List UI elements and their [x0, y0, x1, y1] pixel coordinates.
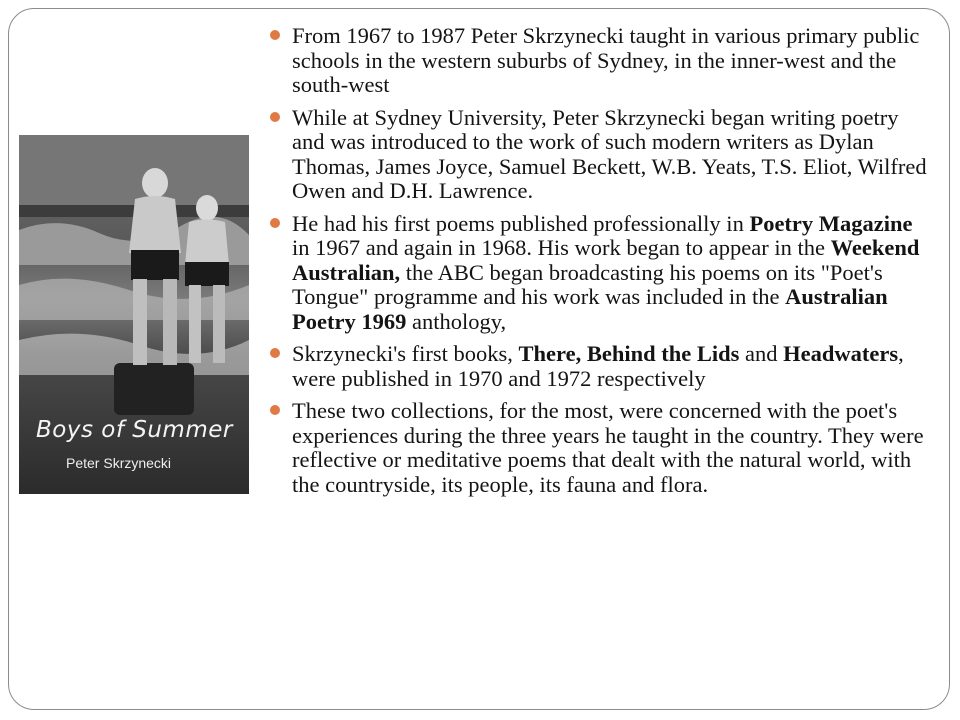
bold-title: Headwaters: [783, 341, 899, 366]
bullet-item: [270, 342, 934, 391]
bullet-marker: [270, 112, 280, 122]
text-run: anthology,: [406, 308, 507, 334]
bullet-marker: [270, 218, 280, 228]
bullet-item: [270, 399, 934, 497]
text-run: He had his first poems published professionally in: [292, 210, 750, 236]
bullet-text: [292, 105, 927, 204]
cover-title: Boys of Summer: [36, 417, 233, 443]
book-cover-image: [19, 135, 249, 494]
text-run: , were published in 1970 and 1972 respectively: [292, 341, 904, 391]
text-run: in 1967 and again in 1968. His work began to appear in the: [292, 235, 831, 260]
text-run: Skrzynecki's first books,: [292, 341, 519, 366]
text-run: and: [739, 341, 784, 366]
text-run: From 1967 to 1987 Peter Skrzynecki taught in various primary public schools in the western suburbs of Sydney, in the inner-west and the south-west: [292, 23, 920, 97]
text-run: These two collections, for the most, were concerned with the poet's experiences during the three years he taught in the country. They were reflective or meditative poems that dealt with the natural world, with the countryside, its people, its fauna and flora.: [292, 398, 924, 497]
bullet-text: [292, 341, 904, 391]
text-run: While at Sydney University, Peter Skrzynecki began writing poetry and was introduced to the work of such modern writers as Dylan Thomas, James Joyce, Samuel Beckett, W.B. Yeats, T.S. Eliot, Wilfred Owen and D.H. Lawrence.: [292, 104, 927, 203]
bold-title: Australian Poetry 1969: [292, 284, 888, 334]
bullet-item: [270, 24, 934, 98]
bullet-marker: [270, 405, 280, 415]
bold-title: Poetry Magazine: [749, 210, 913, 236]
bullet-item: [270, 106, 934, 204]
bullet-text: [292, 211, 919, 334]
bullet-marker: [270, 348, 280, 358]
bold-title: There, Behind the Lids: [518, 341, 740, 366]
bullet-marker: [270, 30, 280, 40]
text-run: the ABC began broadcasting his poems on its "Poet's Tongue" programme and his work was included in the: [292, 259, 883, 309]
bold-title: Weekend Australian,: [292, 235, 920, 285]
bullet-list: [270, 24, 934, 505]
cover-author: Peter Skrzynecki: [66, 455, 172, 471]
bullet-text: [292, 23, 919, 97]
bullet-item: [270, 212, 934, 335]
bullet-text: [292, 398, 924, 497]
